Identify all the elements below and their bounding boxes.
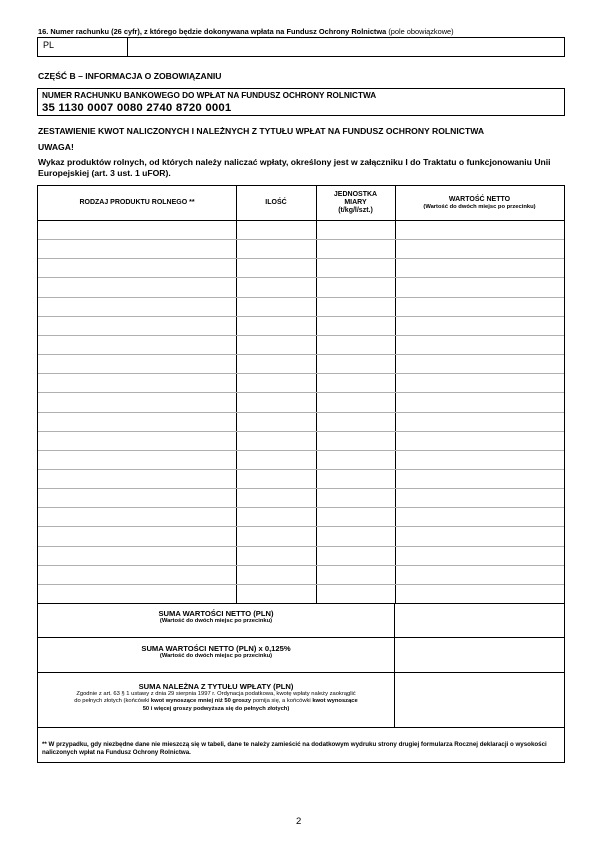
warning-label: UWAGA! — [38, 142, 74, 152]
table-row-line — [38, 488, 564, 489]
due-desc-2d: kwot wynoszące — [312, 698, 358, 705]
due-sum-label — [38, 673, 395, 727]
table-row-line — [38, 469, 564, 470]
due-desc-2b: kwot wynoszące mniej niż 50 groszy — [150, 698, 252, 705]
bank-account-box — [37, 88, 565, 116]
table-row-line — [38, 412, 564, 413]
bank-account-number: 35 1130 0007 0080 2740 8720 0001 — [42, 102, 232, 114]
header-value — [395, 186, 564, 220]
due-desc-2a: do pełnych złotych (końcówki — [74, 698, 151, 705]
table-row-line — [38, 277, 564, 278]
field16-label-main: 16. Numer rachunku (26 cyfr), z którego będzie dokonywana wpłata na Fundusz Ochrony Rolnictwa — [38, 27, 387, 36]
part-b-title: CZĘŚĆ B – INFORMACJA O ZOBOWIĄZANIU — [38, 71, 222, 81]
header-value-sub: (Wartość do dwóch miejsc po przecinku) — [423, 203, 536, 210]
due-desc-2c: pomija się, a końcówki — [251, 698, 313, 705]
net-pct-label — [38, 638, 395, 672]
net-sum-value[interactable] — [395, 604, 564, 637]
header-unit-line3: (t/kg/l/szt.) — [338, 207, 373, 214]
header-value-label: WARTOŚĆ NETTO — [448, 195, 511, 203]
net-pct-title: SUMA WARTOŚCI NETTO (PLN) x 0,125% — [141, 644, 291, 653]
table-row-line — [38, 507, 564, 508]
table-row-line — [38, 297, 564, 298]
table-row-line — [38, 584, 564, 585]
table-row-line — [38, 258, 564, 259]
header-unit-line1: JEDNOSTKA — [333, 191, 378, 198]
table-row-line — [38, 335, 564, 336]
table-row-line — [38, 354, 564, 355]
page-number: 2 — [296, 816, 302, 827]
due-sum-desc-2 — [38, 698, 394, 705]
col-divider-3 — [395, 186, 396, 603]
due-sum-desc-1: Zgodnie z art. 63 § 1 ustawy z dnia 29 sierpnia 1997 r. Ordynacja podatkowa, kwotę wpłaty należy zaokrąglić — [76, 691, 356, 697]
net-pct-sub: (Wartość do dwóch miejsc po przecinku) — [159, 653, 273, 659]
col-divider-2 — [316, 186, 317, 603]
net-sum-label — [38, 604, 395, 637]
account-number-field — [37, 37, 565, 57]
totals-bottom — [38, 727, 564, 728]
due-sum-desc-3: 50 i więcej groszy podwyższa się do pełnych złotych) — [142, 705, 290, 712]
footnote: ** W przypadku, gdy niezbędne dane nie mieszczą się w tabeli, dane te należy zamieścić na dodatkowym wydruku strony drugiej formularza Rocznej deklaracji o wysokości naliczonych wpłat na Fundusz Ochrony Rolnictwa. — [42, 741, 547, 756]
field16-label — [38, 27, 454, 36]
summary-title: ZESTAWIENIE KWOT NALICZONYCH I NALEŻNYCH Z TYTUŁU WPŁAT NA FUNDUSZ OCHRONY ROLNICTWA — [38, 126, 485, 136]
products-table — [37, 185, 565, 763]
table-row-line — [38, 565, 564, 566]
header-product — [38, 186, 236, 220]
table-row-line — [38, 373, 564, 374]
header-quantity-label: ILOŚĆ — [265, 199, 287, 206]
header-product-label: RODZAJ PRODUKTU ROLNEGO ** — [79, 199, 195, 206]
bank-account-label: NUMER RACHUNKU BANKOWEGO DO WPŁAT NA FUNDUSZ OCHRONY ROLNICTWA — [42, 91, 377, 100]
table-row-line — [38, 239, 564, 240]
due-sum-title: SUMA NALEŻNA Z TYTUŁU WPŁATY (PLN) — [138, 682, 294, 691]
products-note: Wykaz produktów rolnych, od których należy naliczać wpłaty, określony jest w załączniku I do Traktatu o funkcjonowaniu Unii Europejskiej (art. 3 ust. 1 uFOR). — [38, 157, 551, 178]
table-row-line — [38, 546, 564, 547]
table-row-line — [38, 526, 564, 527]
table-row-line — [38, 392, 564, 393]
col-divider-1 — [236, 186, 237, 603]
net-sum-sub: (Wartość do dwóch miejsc po przecinku) — [159, 618, 273, 624]
header-unit-line2: MIARY — [344, 199, 367, 206]
table-row-line — [38, 316, 564, 317]
account-number-input[interactable] — [128, 38, 564, 56]
table-row-line — [38, 450, 564, 451]
field16-label-note: (pole obowiązkowe) — [388, 27, 454, 36]
net-sum-title: SUMA WARTOŚCI NETTO (PLN) — [158, 609, 274, 618]
header-quantity — [236, 186, 316, 220]
account-prefix: PL — [38, 38, 128, 56]
net-pct-value[interactable] — [395, 638, 564, 672]
table-row-line — [38, 431, 564, 432]
due-sum-value[interactable] — [395, 673, 564, 727]
header-unit — [316, 186, 395, 220]
header-divider — [38, 220, 564, 221]
products-grid — [38, 186, 564, 603]
